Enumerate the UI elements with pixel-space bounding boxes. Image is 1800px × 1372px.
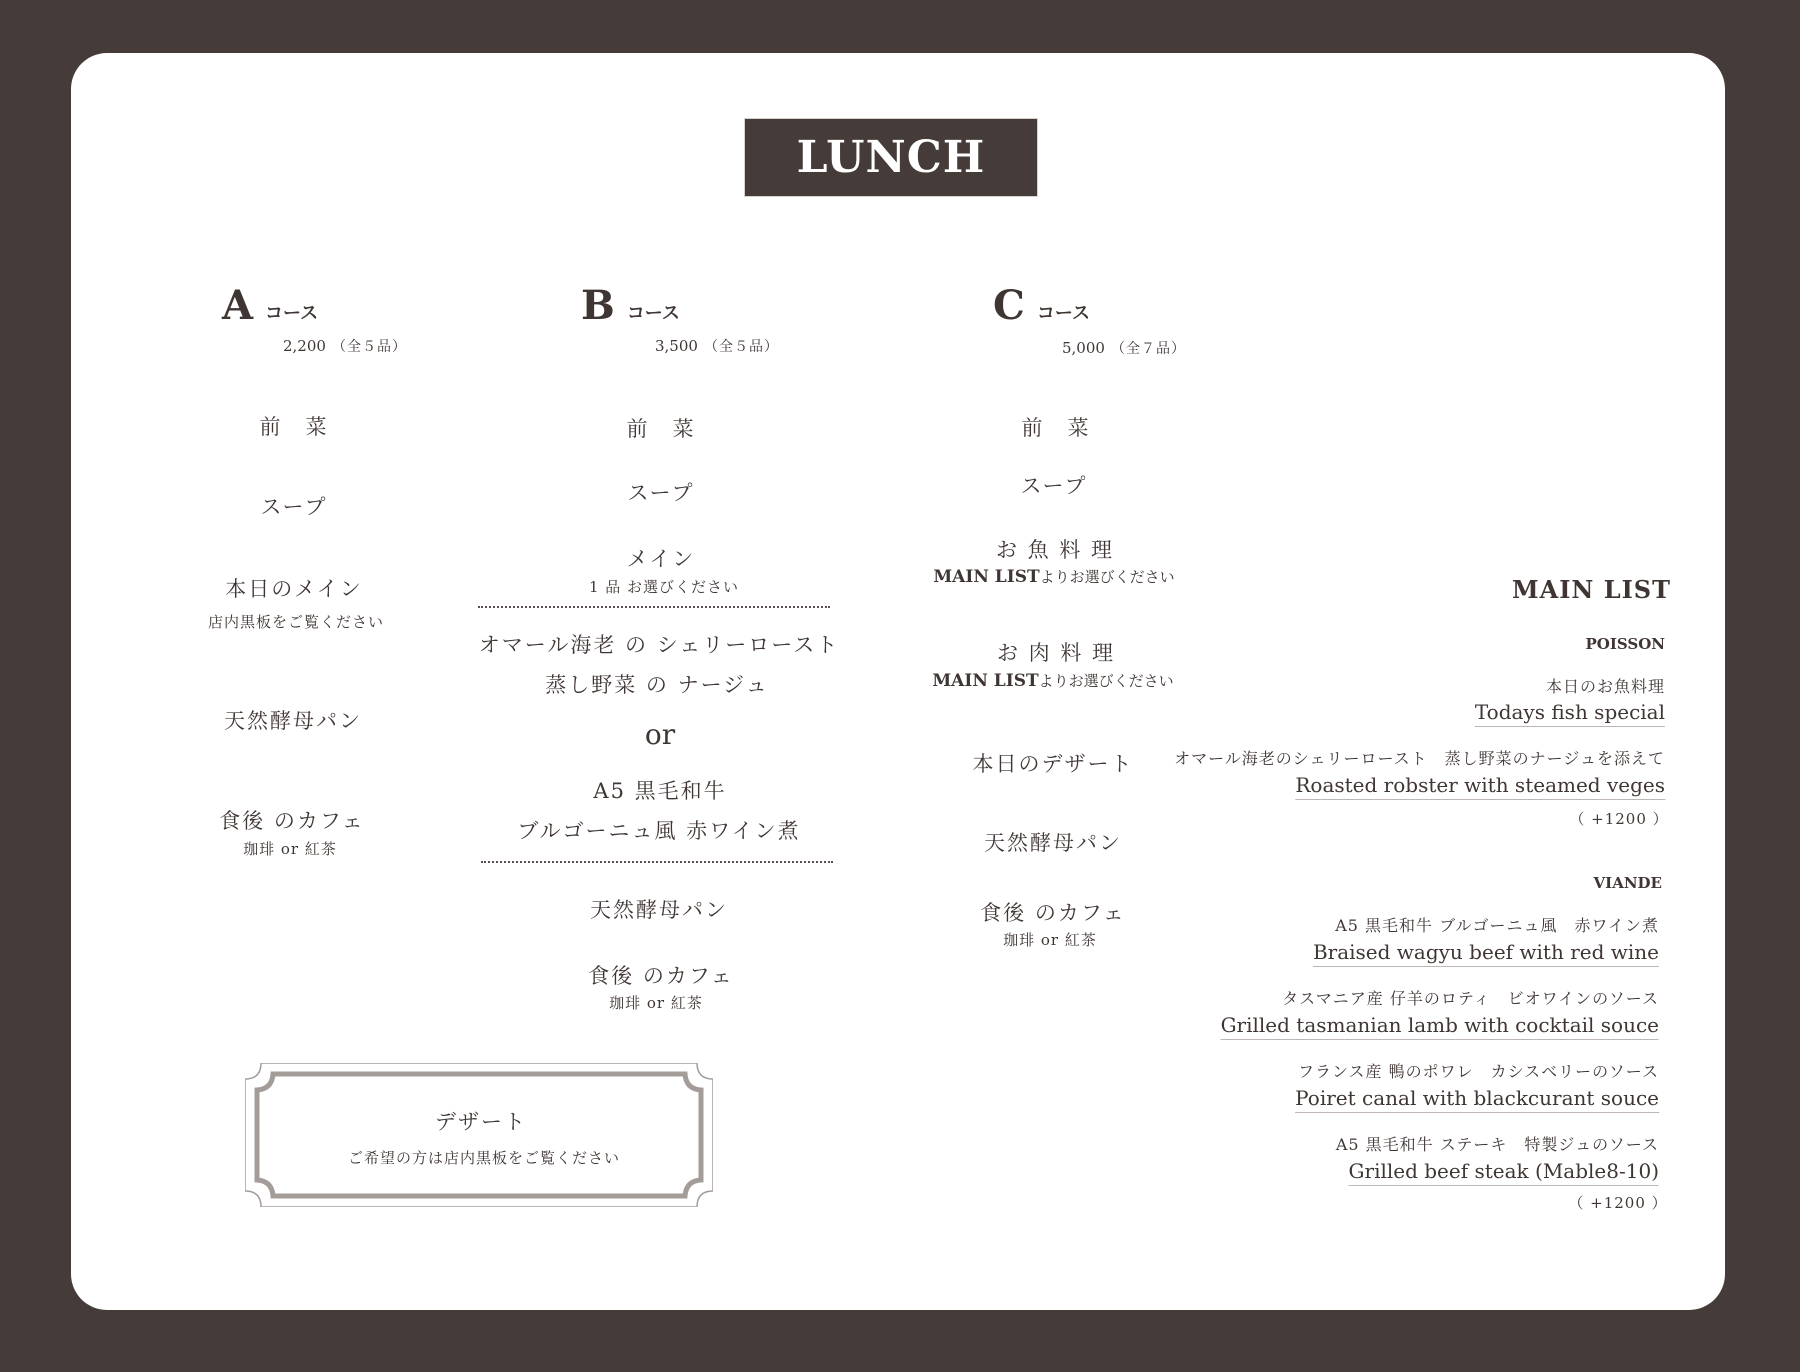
course-b-price <box>655 336 779 356</box>
page-title: LUNCH <box>744 118 1038 197</box>
course-a-item-soup: スープ <box>260 495 328 519</box>
viande-item-1-jp: A5 黒毛和牛 ブルゴーニュ風 赤ワイン煮 <box>1335 916 1659 935</box>
course-a-letter: A <box>222 282 254 329</box>
course-c-fish-main-list-label: MAIN LIST <box>933 567 1040 587</box>
dessert-title: デザート <box>435 1110 527 1134</box>
course-b-item-bread: 天然酵母パン <box>590 898 728 922</box>
course-c-item-bread: 天然酵母パン <box>984 831 1122 855</box>
course-b-or: or <box>644 718 676 751</box>
course-a-price-value: 2,200 <box>283 337 326 355</box>
course-b-option-wagyu-style: ブルゴーニュ風 赤ワイン煮 <box>517 819 801 843</box>
course-a-note-drink: 珈琲 or 紅茶 <box>243 840 337 858</box>
course-a-price <box>283 336 407 356</box>
course-c-meat-choose <box>932 670 1173 691</box>
course-c-note-drink: 珈琲 or 紅茶 <box>1003 931 1097 949</box>
course-a-count: （全５品） <box>331 339 407 355</box>
course-b-item-soup: スープ <box>627 481 695 505</box>
dessert-note: ご希望の方は店内黒板をご覧ください <box>347 1149 621 1167</box>
course-c-item-fish: お 魚 料 理 <box>995 538 1115 562</box>
viande-item-4-surcharge: （ +1200 ） <box>1568 1194 1668 1212</box>
course-c-meat-main-list-label: MAIN LIST <box>932 671 1039 691</box>
course-c-item-appetizer: 前 菜 <box>1021 416 1091 440</box>
course-c-letter: C <box>993 282 1025 329</box>
main-list-poisson-label: POISSON <box>1585 635 1665 653</box>
course-b-divider-top <box>478 606 830 608</box>
course-c-item-cafe: 食後 のカフェ <box>980 901 1126 925</box>
course-b-option-wagyu: A5 黒毛和牛 <box>593 779 727 803</box>
viande-item-1-en: Braised wagyu beef with red wine <box>1313 940 1659 967</box>
course-b-option-lobster-side: 蒸し野菜 の ナージュ <box>545 673 769 697</box>
course-b-word: コース <box>626 303 680 324</box>
course-a-item-cafe: 食後 のカフェ <box>219 809 365 833</box>
course-c-word: コース <box>1036 303 1090 324</box>
main-list-viande-label: VIANDE <box>1593 874 1662 892</box>
course-a-item-bread: 天然酵母パン <box>224 709 362 733</box>
course-a-item-appetizer: 前 菜 <box>259 415 329 439</box>
course-b-divider-bottom <box>481 861 833 863</box>
course-a-heading <box>222 282 318 329</box>
course-b-letter: B <box>581 282 615 329</box>
poisson-item-2-en: Roasted robster with steamed veges <box>1295 773 1665 800</box>
viande-item-3-jp: フランス産 鴨のポワレ カシスベリーのソース <box>1297 1062 1659 1081</box>
course-c-item-meat: お 肉 料 理 <box>996 641 1116 665</box>
course-c-fish-choose-text: よりお選びください <box>1039 568 1175 586</box>
poisson-item-1-jp: 本日のお魚料理 <box>1545 677 1665 696</box>
course-b-option-lobster: オマール海老 の シェリーロースト <box>478 633 840 657</box>
course-b-note-choose: 1 品 お選びください <box>588 578 740 596</box>
course-c-item-soup: スープ <box>1020 474 1088 498</box>
poisson-item-1-en: Todays fish special <box>1475 700 1665 727</box>
poisson-item-2-jp: オマール海老のシェリーロースト 蒸し野菜のナージュを添えて <box>1174 749 1665 768</box>
course-b-count: （全５品） <box>703 339 779 355</box>
course-b-price-value: 3,500 <box>655 337 698 355</box>
viande-item-2-jp: タスマニア産 仔羊のロティ ビオワインのソース <box>1282 989 1659 1008</box>
viande-item-3-en: Poiret canal with blackcurant souce <box>1295 1086 1659 1113</box>
main-list-title: MAIN LIST <box>1512 575 1671 604</box>
course-a-note-board: 店内黒板をご覧ください <box>207 613 385 631</box>
course-a-item-main: 本日のメイン <box>225 577 363 601</box>
poisson-item-2-surcharge: （ +1200 ） <box>1569 810 1669 828</box>
course-b-item-cafe: 食後 のカフェ <box>588 964 734 988</box>
course-b-heading <box>581 282 680 329</box>
course-c-heading <box>993 282 1090 329</box>
course-a-word: コース <box>265 303 319 324</box>
viande-item-2-en: Grilled tasmanian lamb with cocktail souce <box>1221 1013 1659 1040</box>
course-c-price-value: 5,000 <box>1062 339 1105 357</box>
course-b-item-main: メイン <box>626 547 696 571</box>
course-c-item-dessert: 本日のデザート <box>972 752 1134 776</box>
course-c-meat-choose-text: よりお選びください <box>1038 672 1174 690</box>
course-b-note-drink: 珈琲 or 紅茶 <box>609 994 703 1012</box>
viande-item-4-en: Grilled beef steak (Mable8-10) <box>1349 1159 1659 1186</box>
course-c-count: （全７品） <box>1110 341 1186 357</box>
course-c-fish-choose <box>933 566 1174 587</box>
course-c-price <box>1062 338 1186 358</box>
course-b-item-appetizer: 前 菜 <box>626 417 696 441</box>
viande-item-4-jp: A5 黒毛和牛 ステーキ 特製ジュのソース <box>1335 1135 1659 1154</box>
